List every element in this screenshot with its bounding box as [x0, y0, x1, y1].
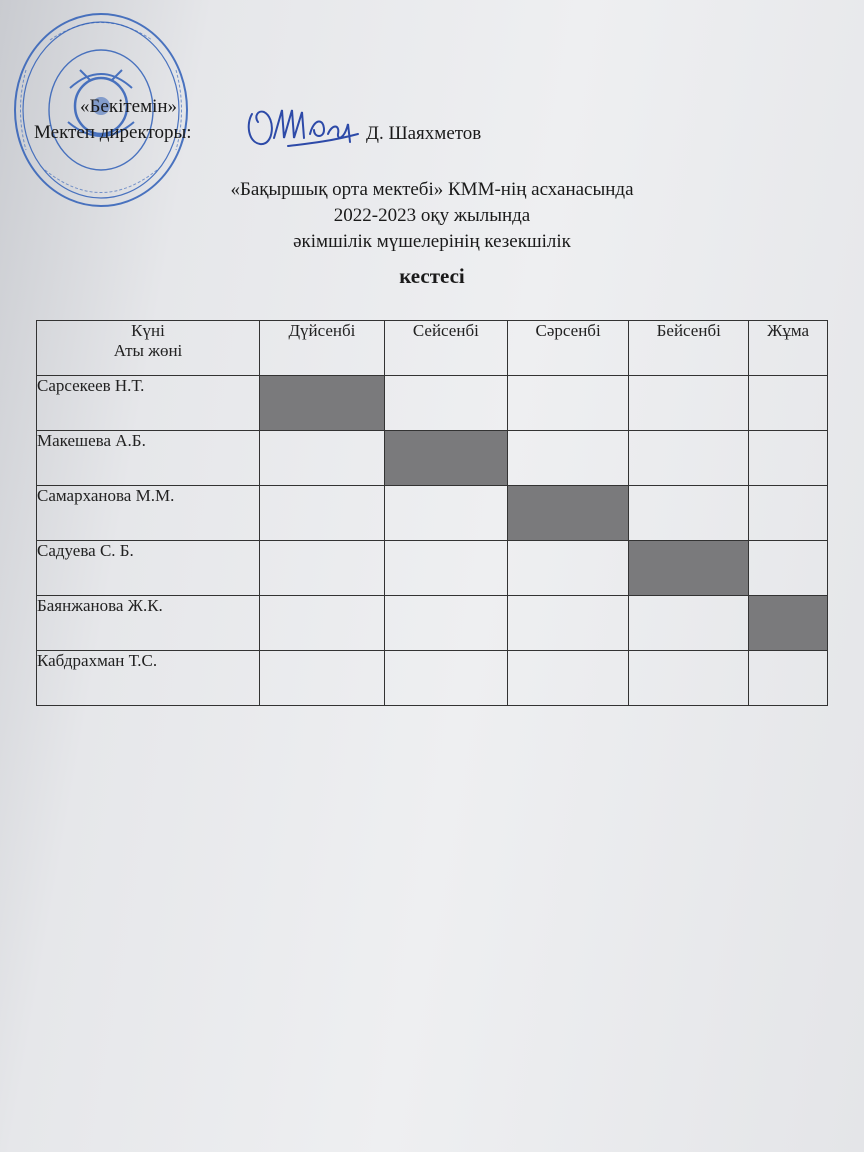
- day-header-monday: Дүйсенбі: [260, 321, 385, 376]
- approval-label: «Бекітемін»: [80, 96, 178, 117]
- staff-name-cell: Кабдрахман Т.С.: [37, 651, 260, 706]
- duty-cell-thursday-shaded: [629, 541, 749, 596]
- director-label: Мектеп директоры:: [34, 122, 192, 143]
- title-line-4: кестесі: [399, 264, 465, 288]
- duty-cell-wednesday: [507, 651, 629, 706]
- staff-name-cell: Баянжанова Ж.К.: [37, 596, 260, 651]
- title-line-3: әкімшілік мүшелерінің кезекшілік: [293, 231, 571, 252]
- duty-cell-friday-shaded: [749, 596, 828, 651]
- duty-cell-monday: [260, 651, 385, 706]
- day-header-friday: Жұма: [749, 321, 828, 376]
- duty-cell-thursday: [629, 651, 749, 706]
- duty-cell-tuesday: [384, 651, 507, 706]
- duty-schedule-table: [36, 320, 828, 706]
- duty-cell-friday: [749, 376, 828, 431]
- day-header-tuesday: Сейсенбі: [384, 321, 507, 376]
- corner-day-label: Күні: [131, 321, 165, 340]
- duty-cell-wednesday: [507, 541, 629, 596]
- duty-cell-friday: [749, 541, 828, 596]
- duty-cell-tuesday: [384, 541, 507, 596]
- duty-cell-tuesday: [384, 376, 507, 431]
- duty-cell-monday: [260, 486, 385, 541]
- duty-cell-thursday: [629, 486, 749, 541]
- day-header-thursday: Бейсенбі: [629, 321, 749, 376]
- title-line-1: «Бақыршық орта мектебі» КММ-нің асханасында: [230, 179, 634, 200]
- table-row: [37, 541, 828, 596]
- staff-name-cell: Макешева А.Б.: [37, 431, 260, 486]
- staff-name-cell: Садуева С. Б.: [37, 541, 260, 596]
- table-row: [37, 376, 828, 431]
- title-line-2: 2022-2023 оқу жылында: [333, 205, 531, 226]
- duty-cell-monday-shaded: [260, 376, 385, 431]
- duty-cell-wednesday: [507, 376, 629, 431]
- duty-cell-monday: [260, 541, 385, 596]
- duty-cell-friday: [749, 431, 828, 486]
- duty-cell-monday: [260, 431, 385, 486]
- table-row: [37, 486, 828, 541]
- corner-header-cell: [37, 321, 260, 376]
- duty-cell-thursday: [629, 431, 749, 486]
- table-header-row: [37, 321, 828, 376]
- duty-cell-tuesday-shaded: [384, 431, 507, 486]
- corner-name-label: Аты жөні: [113, 341, 183, 360]
- duty-cell-wednesday: [507, 596, 629, 651]
- duty-cell-monday: [260, 596, 385, 651]
- table-row: [37, 596, 828, 651]
- staff-name-cell: Сарсекеев Н.Т.: [37, 376, 260, 431]
- staff-name-cell: Самарханова М.М.: [37, 486, 260, 541]
- duty-cell-thursday: [629, 596, 749, 651]
- day-header-wednesday: Сәрсенбі: [507, 321, 629, 376]
- table-row: [37, 651, 828, 706]
- duty-cell-wednesday: [507, 431, 629, 486]
- duty-cell-wednesday-shaded: [507, 486, 629, 541]
- director-signature: [244, 104, 364, 150]
- director-name: Д. Шаяхметов: [366, 123, 482, 144]
- duty-cell-friday: [749, 651, 828, 706]
- duty-cell-friday: [749, 486, 828, 541]
- duty-cell-thursday: [629, 376, 749, 431]
- duty-cell-tuesday: [384, 486, 507, 541]
- table-row: [37, 431, 828, 486]
- duty-cell-tuesday: [384, 596, 507, 651]
